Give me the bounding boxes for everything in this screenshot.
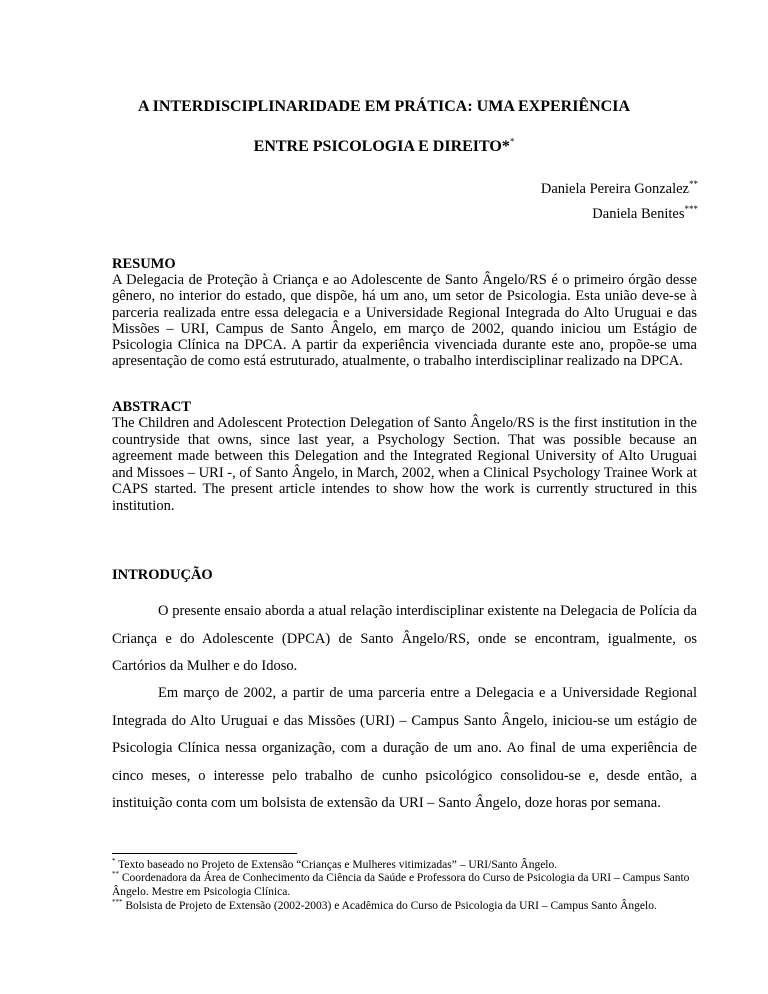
footnote-3-mark: *** <box>112 898 123 907</box>
author-1-footnote-mark: ** <box>689 179 698 190</box>
footnote-3-text: Bolsista de Projeto de Extensão (2002-2003) e Acadêmica do Curso de Psicologia da URI – Campus Santo Ângelo. <box>122 900 657 912</box>
abstract-heading: ABSTRACT <box>112 399 191 415</box>
introducao-paragraph-2: Em março de 2002, a partir de uma parceria entre a Delegacia e a Universidade Regional Integrada do Alto Uruguai e das Missões (URI) – Campus Santo Ângelo, iniciou-se um estágio de Psicologia Clínica nessa organização, com a duração de um ano. Ao final de uma experiência de cinco meses, o interesse pelo trabalho de cunho psicológico consolidou-se e, desde então, a instituição conta com um bolsista de extensão da URI – Santo Ângelo, doze horas por semana. <box>112 685 697 811</box>
introducao-heading: INTRODUÇÃO <box>112 567 213 583</box>
footnote-2 <box>112 872 692 899</box>
introducao-paragraph-1: O presente ensaio aborda a atual relação interdisciplinar existente na Delegacia de Polícia da Criança e do Adolescente (DPCA) de Santo Ângelo/RS, onde se encontram, igualmente, os Cartórios da Mulher e do Idoso. <box>112 603 697 674</box>
footnote-1-text: Texto baseado no Projeto de Extensão “Crianças e Mulheres vitimizadas” – URI/Santo Ângelo. <box>115 859 558 871</box>
paper-title-line-1: A INTERDISCIPLINARIDADE EM PRÁTICA: UMA EXPERIÊNCIA <box>137 98 631 115</box>
author-2 <box>592 205 698 223</box>
footnote-2-text: Coordenadora da Área de Conhecimento da Ciência da Saúde e Professora do Curso de Psicologia da URI – Campus Santo Ângelo. Mestre em Psicologia Clínica. <box>112 872 690 898</box>
author-2-name: Daniela Benites <box>592 206 685 222</box>
footnote-1 <box>112 859 692 873</box>
paper-title-line-2 <box>100 137 668 157</box>
author-1 <box>541 180 698 198</box>
footnote-1-mark: * <box>112 857 116 866</box>
footnote-3 <box>112 900 692 914</box>
footnote-2-mark: ** <box>112 870 119 879</box>
abstract-text: The Children and Adolescent Protection Delegation of Santo Ângelo/RS is the first institution in the countryside that owns, since last year, a Psychology Section. That was possible because an agreement made between this Delegation and the Integrated Regional University of Alto Uruguai and Missoes – URI -, of Santo Ângelo, in March, 2002, when a Clinical Psychology Trainee Work at CAPS started. The present article intendes to show how the work is currently structured in this institution. <box>112 415 697 514</box>
title-text: ENTRE PSICOLOGIA E DIREITO* <box>253 138 510 155</box>
resumo-text: A Delegacia de Proteção à Criança e ao Adolescente de Santo Ângelo/RS é o primeiro órgão desse gênero, no interior do estado, que dispõe, há um ano, um setor de Psicologia. Esta união deve-se à parceria realizada entre essa delegacia e a Universidade Regional Integrada do Alto Uruguai e das Missões – URI, Campus de Santo Ângelo, em março de 2002, quando iniciou um Estágio de Psicologia Clínica na DPCA. A partir da experiência vivenciada durante este ano, propõe-se uma apresentação de como está estruturado, atualmente, o trabalho interdisciplinar realizado na DPCA. <box>112 272 697 370</box>
resumo-heading: RESUMO <box>112 256 176 272</box>
author-1-name: Daniela Pereira Gonzalez <box>540 181 689 197</box>
title-footnote-mark: * <box>509 136 515 147</box>
footnote-separator <box>112 853 297 854</box>
author-2-footnote-mark: *** <box>684 204 698 215</box>
